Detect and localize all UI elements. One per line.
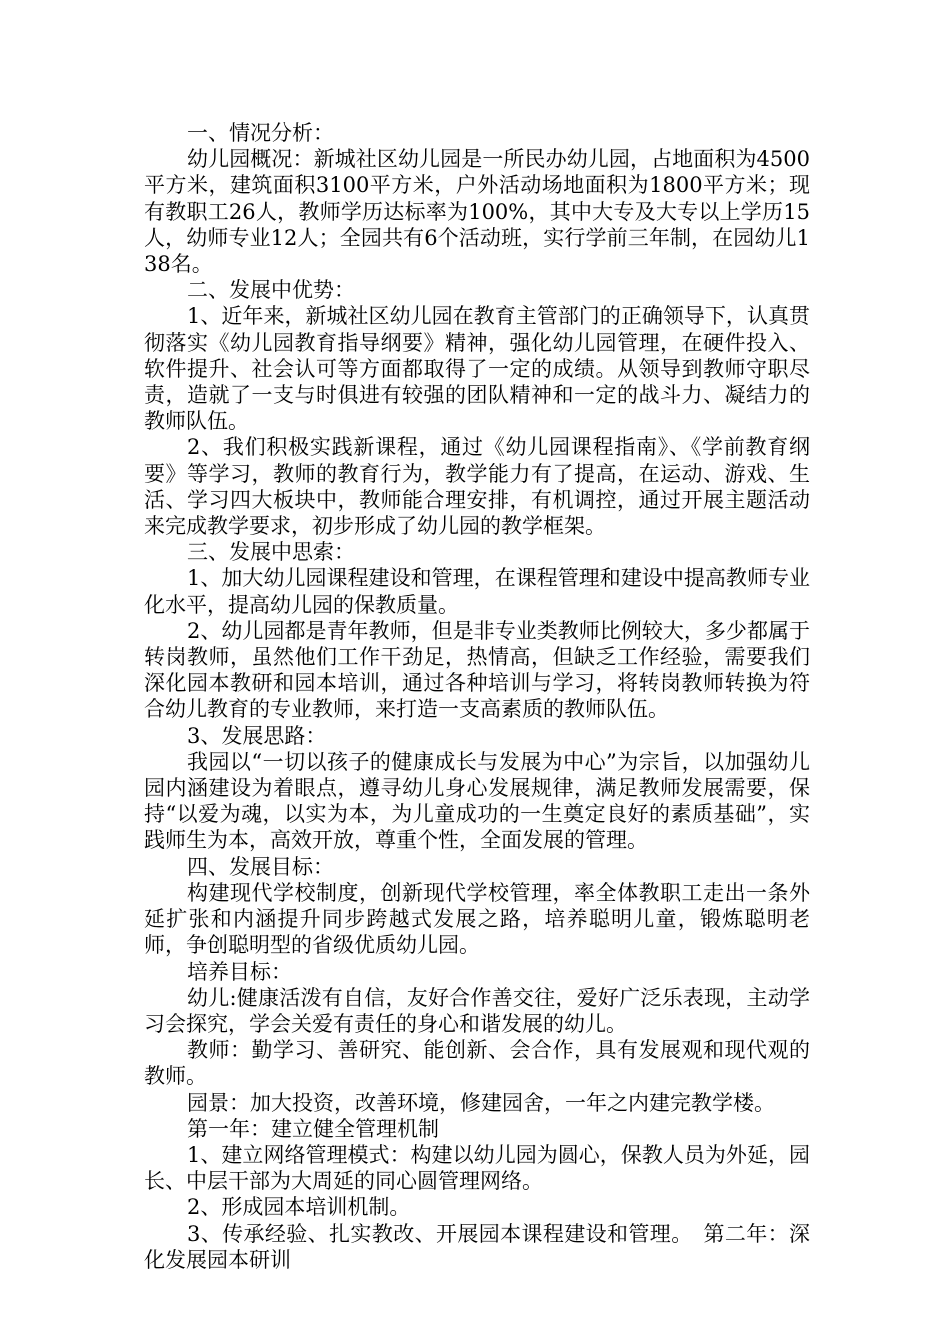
subheading-training-goals: 培养目标： (187, 959, 292, 984)
paragraph-first-year-3: 3、传承经验、扎实教改、开展园本课程建设和管理。 第二年：深化发展园本研训 (144, 1221, 810, 1272)
paragraph-reflection-2: 2、幼儿园都是青年教师，但是非专业类教师比例较大，多少都属于转岗教师，虽然他们工作干劲足，热情高，但缺乏工作经验，需要我们深化园本教研和园本培训，通过各种培训与学习，将转岗教师转换为符合幼儿教育的专业教师，来打造一支高素质的教师队伍。 (144, 618, 810, 722)
paragraph-first-year-1: 1、建立网络管理模式：构建以幼儿园为圆心，保教人员为外延，园长、中层干部为大周延的同心圆管理网络。 (144, 1142, 810, 1194)
document-body (144, 120, 810, 1273)
subheading-development-ideas: 3、发展思路： (187, 723, 327, 748)
section-heading-goals: 四、发展目标： (187, 854, 334, 879)
paragraph-advantage-2: 2、我们积极实践新课程，通过《幼儿园课程指南》、《学前教育纲要》等学习，教师的教育行为，教学能力有了提高，在运动、游戏、生活、学习四大板块中，教师能合理安排，有机调控，通过开展主题活动来完成教学要求，初步形成了幼儿园的教学框架。 (144, 435, 810, 539)
section-heading-reflection: 三、发展中思索： (187, 540, 355, 565)
paragraph-goal-teachers: 教师：勤学习、善研究、能创新、会合作，具有发展观和现代观的教师。 (144, 1038, 810, 1089)
section-heading-advantages: 二、发展中优势： (187, 278, 355, 303)
paragraph-goal-campus: 园景：加大投资，改善环境，修建园舍，一年之内建完教学楼。 (187, 1090, 775, 1115)
subheading-first-year: 第一年：建立健全管理机制 (187, 1116, 439, 1141)
paragraph-reflection-1: 1、加大幼儿园课程建设和管理，在课程管理和建设中提高教师专业化水平，提高幼儿园的保教质量。 (144, 566, 810, 617)
paragraph-development-ideas: 我园以“一切以孩子的健康成长与发展为中心”为宗旨，以加强幼儿园内涵建设为着眼点，遵寻幼儿身心发展规律，满足教师发展需要，保持“以爱为魂，以实为本，为儿童成功的一生奠定良好的素质基础”，实践师生为本，高效开放，尊重个性，全面发展的管理。 (144, 749, 810, 853)
section-heading-situation: 一、情况分析： (187, 121, 334, 145)
paragraph-advantage-1: 1、近年来，新城社区幼儿园在教育主管部门的正确领导下，认真贯彻落实《幼儿园教育指导纲要》精神，强化幼儿园管理，在硬件投入、软件提升、社会认可等方面都取得了一定的成绩。从领导到教师守职尽责，造就了一支与时俱进有较强的团队精神和一定的战斗力、凝结力的教师队伍。 (144, 304, 810, 434)
paragraph-goals: 构建现代学校制度，创新现代学校管理，率全体教职工走出一条外延扩张和内涵提升同步跨越式发展之路，培养聪明儿童，锻炼聪明老师，争创聪明型的省级优质幼儿园。 (144, 880, 810, 958)
paragraph-overview: 幼儿园概况：新城社区幼儿园是一所民办幼儿园，占地面积为4500平方米，建筑面积3100平方米，户外活动场地面积为1800平方米；现有教职工26人，教师学历达标率为100%，其中大专及大专以上学历15人，幼师专业12人；全园共有6个活动班，实行学前三年制，在园幼儿138名。 (144, 147, 810, 277)
paragraph-goal-children: 幼儿:健康活泼有自信，友好合作善交往，爱好广泛乐表现，主动学习会探究，学会关爱有责任的身心和谐发展的幼儿。 (144, 985, 810, 1036)
paragraph-first-year-2: 2、形成园本培训机制。 (187, 1195, 411, 1220)
